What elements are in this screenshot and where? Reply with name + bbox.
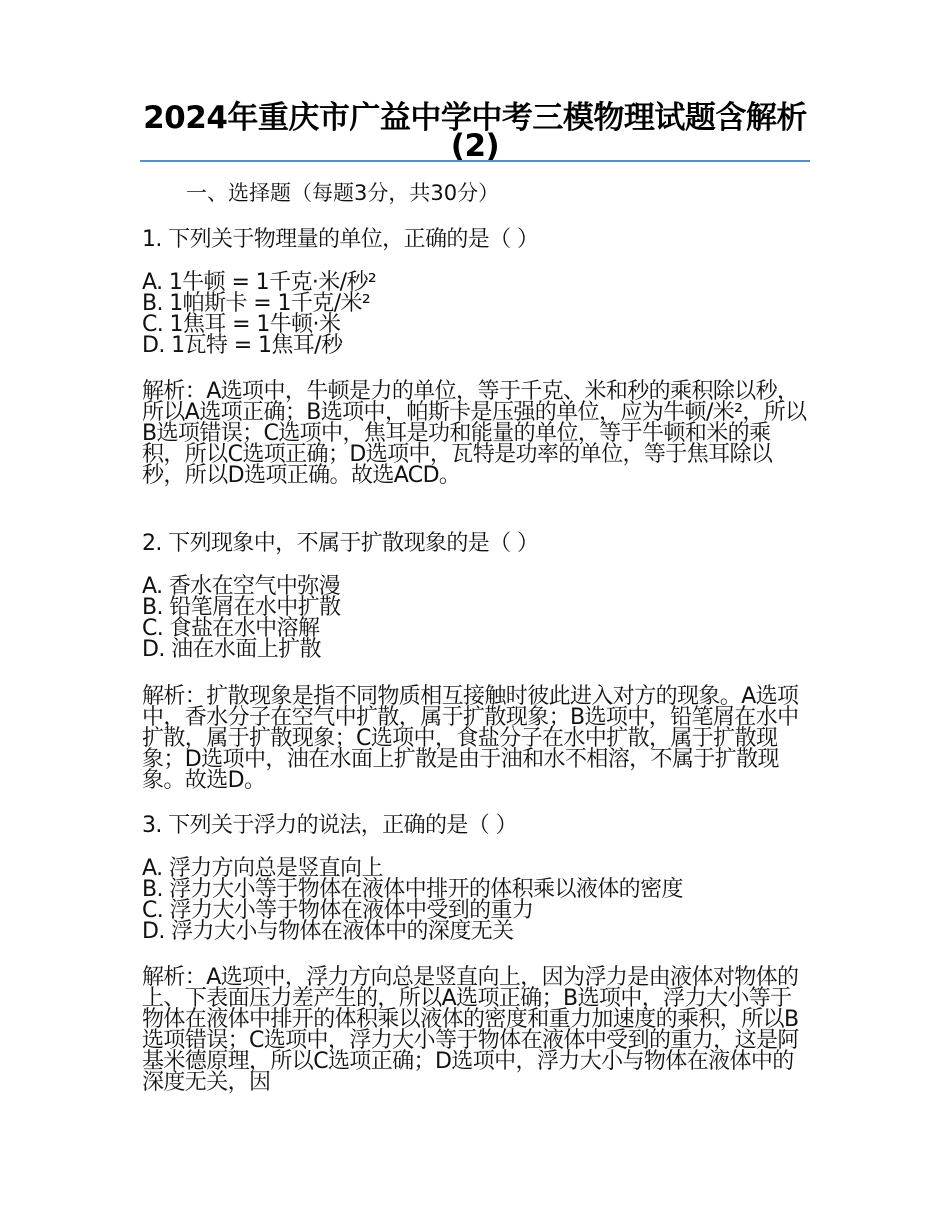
question-3-option-a: A. 浮力方向总是竖直向上 bbox=[142, 856, 383, 881]
question-1-options bbox=[142, 272, 810, 356]
document-title: 2024年重庆市广益中学中考三模物理试题含解析(2) bbox=[143, 100, 807, 164]
question-1-option-b: B. 1帕斯卡 = 1千克/米² bbox=[142, 291, 371, 316]
question-3-stem: 3. 下列关于浮力的说法，正确的是（ ） bbox=[142, 813, 517, 838]
question-3-option-b: B. 浮力大小等于物体在液体中排开的体积乘以液体的密度 bbox=[142, 877, 683, 902]
question-3-option-d: D. 浮力大小与物体在液体中的深度无关 bbox=[142, 919, 514, 944]
question-2-option-b: B. 铅笔屑在水中扩散 bbox=[142, 595, 341, 620]
question-2-option-a: A. 香水在空气中弥漫 bbox=[142, 574, 341, 599]
question-2-option-c: C. 食盐在水中溶解 bbox=[142, 616, 320, 641]
question-1-option-d: D. 1瓦特 = 1焦耳/秒 bbox=[142, 333, 343, 358]
question-1-option-a: A. 1牛顿 = 1千克·米/秒² bbox=[142, 270, 377, 295]
question-1-stem: 1. 下列关于物理量的单位，正确的是（ ） bbox=[142, 227, 539, 252]
question-1-analysis: 解析：A选项中，牛顿是力的单位，等于千克、米和秒的乘积除以秒，所以A选项正确；B选项中，帕斯卡是压强的单位，应为牛顿/米²，所以B选项错误；C选项中，焦耳是功和能量的单位，等于牛顿和米的乘积，所以C选项正确；D选项中，瓦特是功率的单位，等于焦耳除以秒，所以D选项正确。故选ACD。 bbox=[142, 379, 807, 488]
question-2-stem: 2. 下列现象中，不属于扩散现象的是（ ） bbox=[142, 531, 539, 556]
title-underline bbox=[140, 160, 810, 162]
question-2-option-d: D. 油在水面上扩散 bbox=[142, 637, 321, 662]
question-3-analysis: 解析：A选项中，浮力方向总是竖直向上，因为浮力是由液体对物体的上、下表面压力差产生的，所以A选项正确；B选项中，浮力大小等于物体在液体中排开的体积乘以液体的密度和重力加速度的乘积，所以B选项错误；C选项中，浮力大小等于物体在液体中受到的重力，这是阿基米德原理，所以C选项正确；D选项中，浮力大小与物体在液体中的深度无关，因 bbox=[142, 965, 799, 1095]
question-3-option-c: C. 浮力大小等于物体在液体中受到的重力 bbox=[142, 898, 534, 923]
question-2-analysis: 解析：扩散现象是指不同物质相互接触时彼此进入对方的现象。A选项中，香水分子在空气中扩散，属于扩散现象；B选项中，铅笔屑在水中扩散，属于扩散现象；C选项中，食盐分子在水中扩散，属于扩散现象；D选项中，油在水面上扩散是由于油和水不相溶，不属于扩散现象。故选D。 bbox=[142, 684, 799, 793]
question-2-options bbox=[142, 576, 810, 660]
question-3-options bbox=[142, 858, 810, 942]
section-heading: 一、选择题（每题3分，共30分） bbox=[186, 181, 500, 205]
question-1-option-c: C. 1焦耳 = 1牛顿·米 bbox=[142, 312, 341, 337]
